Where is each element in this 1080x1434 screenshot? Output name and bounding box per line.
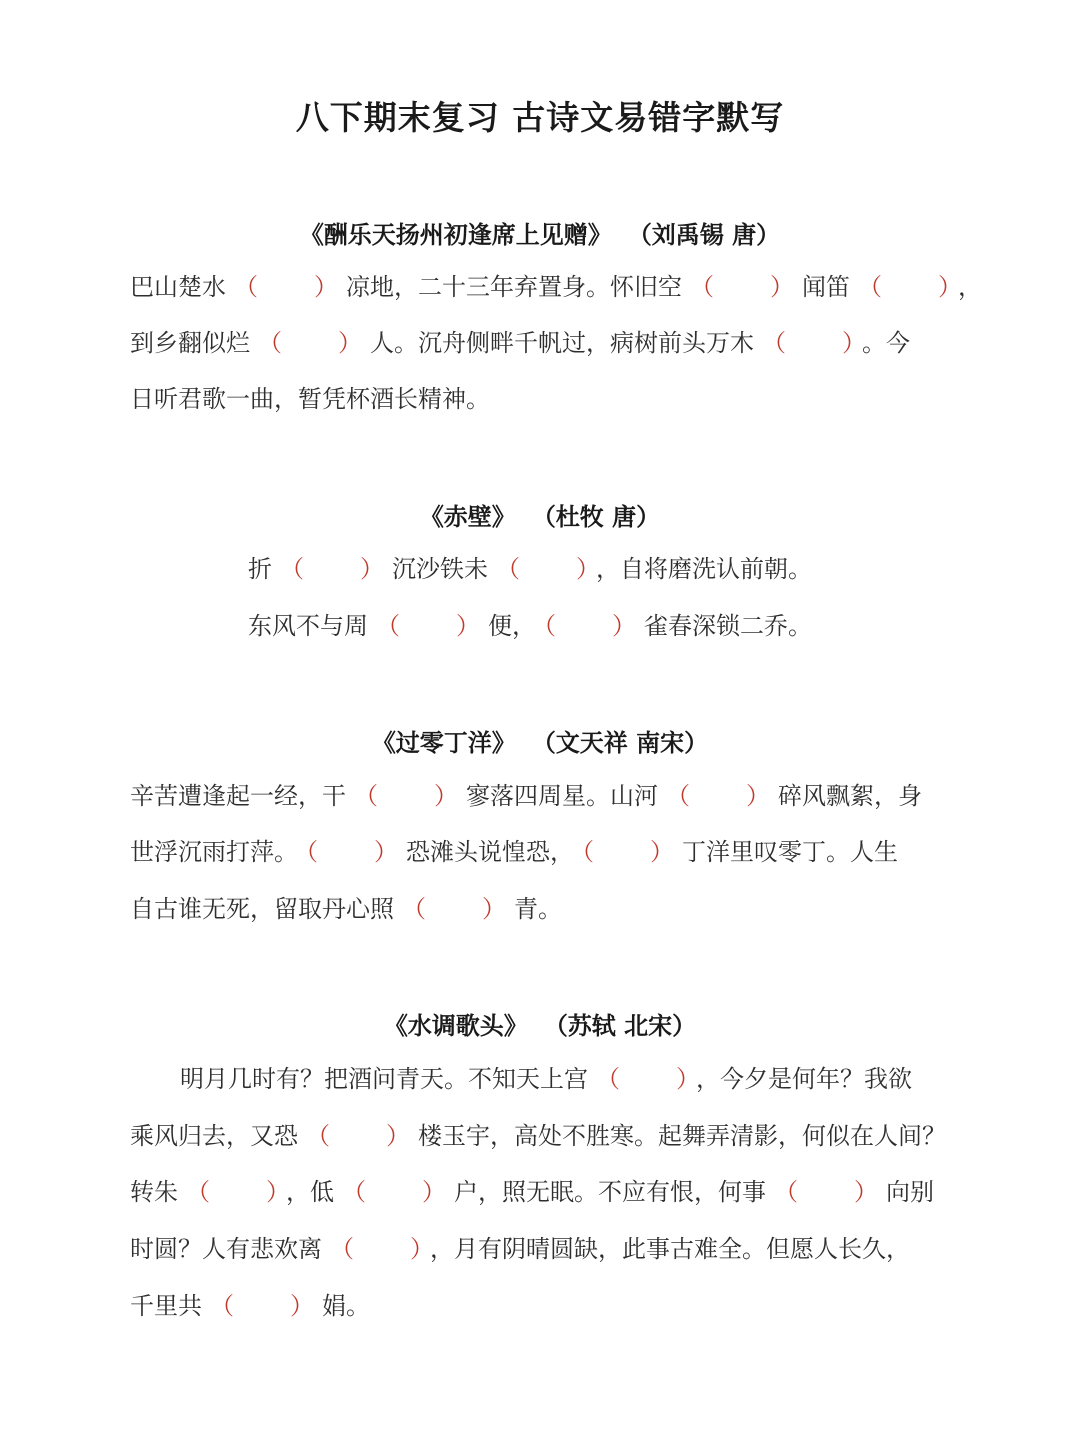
blank-close-paren: ） (482, 895, 506, 923)
line-text: ，今夕是何年？我欲 (696, 1065, 912, 1093)
poem-line (130, 327, 910, 359)
blank-close-paren: ） (576, 555, 588, 583)
blank-open-paren: （ (762, 329, 786, 357)
blank-open-paren: （ (858, 273, 882, 301)
poem-line (130, 1290, 370, 1322)
blank-close-paren: ） (434, 782, 458, 810)
line-text: 青。 (514, 895, 562, 923)
blank-open-paren: （ (666, 782, 690, 810)
line-text: ， (958, 273, 982, 301)
blank-close-paren: ） (612, 612, 636, 640)
poem-line (130, 1176, 934, 1208)
poem-author: （刘禹锡 唐） (639, 221, 781, 249)
poem-title-2 (0, 497, 1080, 532)
line-text: ，自将磨洗认前朝。 (596, 555, 812, 583)
blank-open-paren: （ (496, 555, 520, 583)
line-text: 辛苦遭逢起一经，干 (130, 782, 346, 810)
poem-name: 《过零丁洋》 (371, 729, 516, 757)
line-text: ，月有阴晴圆缺，此事古难全。但愿人长久， (430, 1235, 910, 1263)
blank-open-paren: （ (402, 895, 426, 923)
poem-title-4 (0, 1006, 1080, 1041)
blank-open-paren: （ (186, 1178, 210, 1206)
poem-line (130, 1233, 910, 1265)
blank-close-paren: ） (338, 329, 362, 357)
poem-line (130, 1120, 946, 1152)
blank-close-paren: ） (854, 1178, 878, 1206)
line-text: 千里共 (130, 1292, 202, 1320)
blank-open-paren: （ (544, 612, 556, 640)
line-text: 转朱 (130, 1178, 178, 1206)
poem-line (248, 610, 812, 642)
line-text: 碎风飘絮，身 (778, 782, 922, 810)
blank-open-paren: （ (258, 329, 282, 357)
line-text: 凉地，二十三年弃置身。怀旧空 (346, 273, 682, 301)
poem-title-3 (0, 723, 1080, 758)
line-text: 楼玉宇，高处不胜寒。起舞弄清影，何似在人间？ (418, 1122, 946, 1150)
blank-open-paren: （ (596, 1065, 620, 1093)
poem-line (130, 383, 490, 415)
poem-author: （杜牧 唐） (543, 503, 661, 531)
blank-close-paren: ） (842, 329, 854, 357)
line-text: 闻笛 (802, 273, 850, 301)
line-text: 雀春深锁二乔。 (644, 612, 812, 640)
poem-line (130, 893, 562, 925)
poem-author: （文天祥 南宋） (543, 729, 709, 757)
blank-close-paren: ） (410, 1235, 422, 1263)
line-text: 世浮沉雨打萍。 (130, 838, 298, 866)
poem-name: 《水调歌头》 (383, 1012, 528, 1040)
poem-line (248, 553, 812, 585)
line-text: ，低 (286, 1178, 334, 1206)
blank-close-paren: ） (676, 1065, 688, 1093)
line-text: 乘风归去，又恐 (130, 1122, 298, 1150)
poem-line (130, 836, 898, 868)
poem-author: （苏轼 北宋） (555, 1012, 697, 1040)
poem-name: 《赤壁》 (419, 503, 516, 531)
line-text: 寥落四周星。山河 (466, 782, 658, 810)
blank-open-paren: （ (690, 273, 714, 301)
blank-close-paren: ） (650, 838, 674, 866)
blank-open-paren: （ (330, 1235, 354, 1263)
line-text: 便， (488, 612, 536, 640)
blank-open-paren: （ (280, 555, 304, 583)
line-text: 到乡翻似烂 (130, 329, 250, 357)
blank-close-paren: ） (374, 838, 398, 866)
line-text: 明月几时有？把酒问青天。不知天上宫 (180, 1065, 588, 1093)
blank-open-paren: （ (354, 782, 378, 810)
line-text: 自古谁无死，留取丹心照 (130, 895, 394, 923)
poem-line (180, 1063, 912, 1095)
blank-close-paren: ） (314, 273, 338, 301)
blank-close-paren: ） (746, 782, 770, 810)
blank-close-paren: ） (386, 1122, 410, 1150)
poem-line (130, 271, 982, 303)
blank-close-paren: ） (422, 1178, 446, 1206)
blank-open-paren: （ (582, 838, 594, 866)
blank-open-paren: （ (210, 1292, 234, 1320)
blank-close-paren: ） (938, 273, 950, 301)
line-text: 娟。 (322, 1292, 370, 1320)
blank-open-paren: （ (774, 1178, 798, 1206)
poem-name: 《酬乐天扬州初逢席上见赠》 (299, 221, 612, 249)
line-text: 户，照无眠。不应有恨，何事 (454, 1178, 766, 1206)
line-text: 恐滩头说惶恐， (406, 838, 574, 866)
blank-close-paren: ） (770, 273, 794, 301)
line-text: 丁洋里叹零丁。人生 (682, 838, 898, 866)
blank-close-paren: ） (456, 612, 480, 640)
poem-title-1 (0, 215, 1080, 250)
line-text: 巴山楚水 (130, 273, 226, 301)
blank-open-paren: （ (342, 1178, 366, 1206)
line-text: 人。沉舟侧畔千帆过，病树前头万木 (370, 329, 754, 357)
blank-open-paren: （ (234, 273, 258, 301)
poem-line (130, 780, 922, 812)
blank-close-paren: ） (290, 1292, 314, 1320)
line-text: 。今 (862, 329, 910, 357)
line-text: 东风不与周 (248, 612, 368, 640)
blank-open-paren: （ (306, 1122, 330, 1150)
document-title: 八下期末复习 古诗文易错字默写 (295, 98, 785, 137)
blank-close-paren: ） (266, 1178, 278, 1206)
line-text: 时圆？人有悲欢离 (130, 1235, 322, 1263)
line-text: 沉沙铁未 (392, 555, 488, 583)
line-text: 折 (248, 555, 272, 583)
line-text: 日听君歌一曲，暂凭杯酒长精神。 (130, 385, 490, 413)
line-text: 向别 (886, 1178, 934, 1206)
blank-open-paren: （ (376, 612, 400, 640)
blank-open-paren: （ (306, 838, 318, 866)
blank-close-paren: ） (360, 555, 384, 583)
